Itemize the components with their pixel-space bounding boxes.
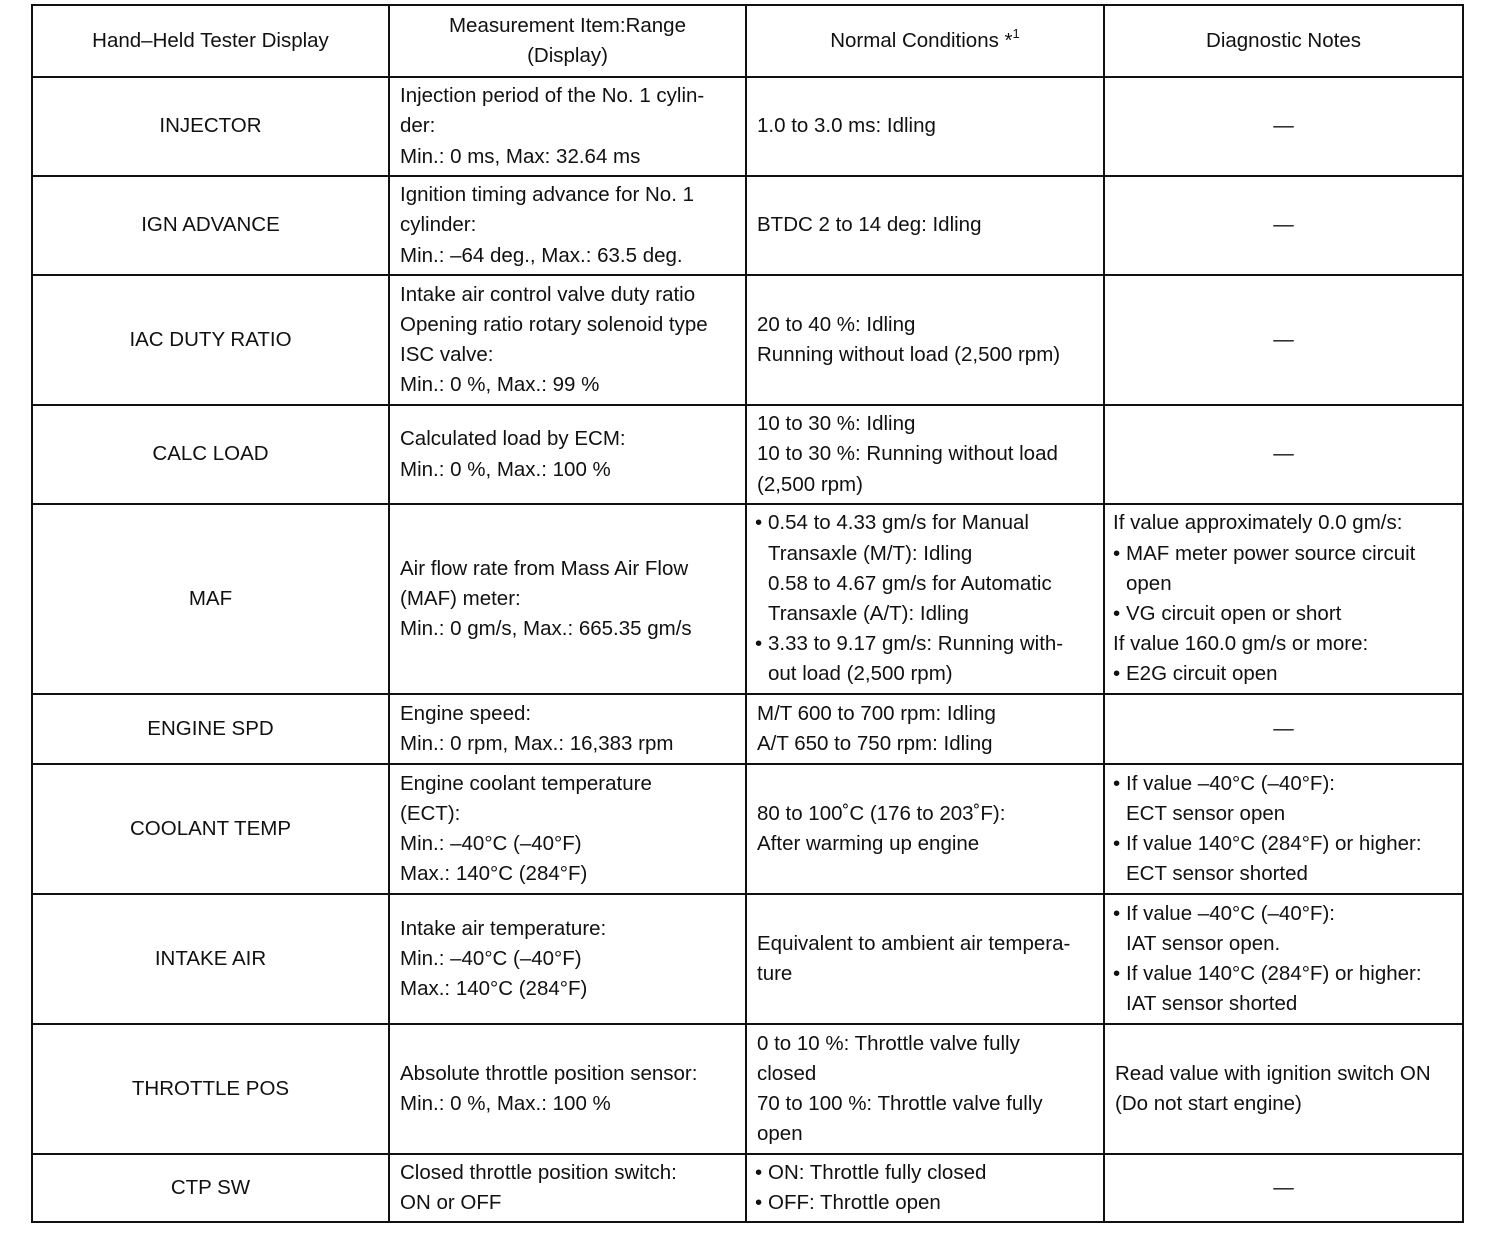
bullet-text: If value 140°C (284°F) or higher: — [1126, 832, 1422, 855]
text-line: closed — [757, 1061, 817, 1085]
data-list-table — [31, 4, 1464, 1223]
text-line: Max.: 140°C (284°F) — [400, 977, 588, 1001]
text-line: ON or OFF — [400, 1191, 502, 1214]
bullet-text: E2G circuit open — [1126, 662, 1278, 686]
bullet-item — [755, 508, 1095, 538]
text-line: 70 to 100 %: Throttle valve fully — [757, 1092, 1043, 1115]
bullet-item — [1113, 959, 1454, 989]
table-row-throttle-pos — [32, 1024, 1463, 1154]
bullet-text: 0.54 to 4.33 gm/s for Manual — [768, 511, 1029, 535]
header-measurement — [389, 5, 746, 77]
bullet-text: OFF: Throttle open — [768, 1191, 941, 1214]
bullet-item — [1113, 899, 1454, 929]
spec-table-page — [31, 4, 1462, 1223]
text-line: If value approximately 0.0 gm/s: — [1113, 511, 1403, 535]
header-measurement-line1: Measurement Item:Range — [448, 13, 686, 37]
text-line: cylinder: — [400, 213, 477, 237]
row-display: COOLANT TEMP — [32, 764, 389, 894]
header-notes: Diagnostic Notes — [1104, 5, 1463, 77]
text-line: Min.: 0 %, Max.: 100 % — [400, 457, 611, 481]
text-line: (ECT): — [400, 801, 461, 825]
text-line: Ignition timing advance for No. 1 — [400, 183, 694, 207]
text-line: Min.: 0 ms, Max: 32.64 ms — [400, 144, 641, 168]
bullet-icon: • — [755, 1191, 763, 1214]
row-display: INTAKE AIR — [32, 894, 389, 1024]
row-notes — [1104, 764, 1463, 894]
text-line: Read value with ignition switch ON — [1115, 1061, 1431, 1085]
bullet-text-cont: Transaxle (A/T): Idling — [768, 602, 969, 625]
bullet-icon: • — [1113, 962, 1121, 985]
row-normal — [746, 894, 1104, 1024]
row-display: INJECTOR — [32, 77, 389, 176]
bullet-text-cont: IAT sensor shorted — [1126, 992, 1298, 1016]
text-line: Min.: 0 gm/s, Max.: 665.35 gm/s — [400, 617, 692, 641]
text-line: Injection period of the No. 1 cylin- — [400, 84, 705, 108]
bullet-text: MAF meter power source circuit — [1126, 541, 1416, 565]
text-line: Max.: 140°C (284°F) — [400, 862, 588, 886]
row-measurement — [389, 1154, 746, 1222]
table-row-ign-advance — [32, 176, 1463, 275]
text-line: (2,500 rpm) — [757, 472, 863, 496]
row-notes — [1104, 504, 1463, 694]
bullet-text-cont: open — [1126, 571, 1172, 595]
bullet-icon: • — [1113, 771, 1121, 795]
row-normal — [746, 504, 1104, 694]
text-line: If value 160.0 gm/s or more: — [1113, 632, 1369, 656]
row-normal — [746, 77, 1104, 176]
text-line: Engine speed: — [400, 701, 532, 725]
row-notes: — — [1104, 1154, 1463, 1222]
row-measurement — [389, 176, 746, 275]
bullet-text: 3.33 to 9.17 gm/s: Running with- — [768, 632, 1064, 656]
bullet-item — [755, 629, 1095, 659]
text-line: Running without load (2,500 rpm) — [757, 343, 1061, 366]
row-normal — [746, 764, 1104, 894]
bullet-text: ON: Throttle fully closed — [768, 1160, 987, 1184]
bullet-item — [1113, 539, 1454, 569]
bullet-icon: • — [755, 1160, 763, 1184]
row-measurement — [389, 1024, 746, 1154]
text-line: Min.: –64 deg., Max.: 63.5 deg. — [400, 243, 683, 267]
text-line: 1.0 to 3.0 ms: Idling — [757, 114, 936, 138]
text-line: Engine coolant temperature — [400, 771, 652, 795]
row-display: IAC DUTY RATIO — [32, 275, 389, 405]
bullet-icon: • — [1113, 901, 1121, 925]
text-line: Absolute throttle position sensor: — [400, 1061, 698, 1085]
text-line: 10 to 30 %: Idling — [757, 412, 916, 436]
row-display: CTP SW — [32, 1154, 389, 1222]
bullet-item — [1113, 829, 1454, 859]
row-notes: — — [1104, 275, 1463, 405]
bullet-icon: • — [1113, 662, 1121, 686]
table-row-ctp-sw — [32, 1154, 1463, 1222]
table-header-row — [32, 5, 1463, 77]
text-line: (Do not start engine) — [1115, 1092, 1302, 1115]
bullet-icon: • — [1113, 602, 1121, 625]
row-normal — [746, 405, 1104, 504]
bullet-text-cont: IAT sensor open. — [1126, 931, 1281, 955]
table-row-intake-air — [32, 894, 1463, 1024]
bullet-icon: • — [755, 632, 763, 656]
text-line: open — [757, 1122, 803, 1146]
text-line: Closed throttle position switch: — [400, 1160, 677, 1184]
header-normal-footnote: 1 — [1012, 25, 1020, 41]
row-notes: — — [1104, 405, 1463, 504]
text-line: Equivalent to ambient air tempera- — [757, 931, 1071, 955]
bullet-item — [755, 1188, 1095, 1218]
text-line: Air flow rate from Mass Air Flow — [400, 556, 689, 580]
bullet-item — [1113, 659, 1454, 689]
bullet-text-cont: Transaxle (M/T): Idling — [768, 541, 973, 565]
table-row-coolant-temp — [32, 764, 1463, 894]
bullet-text-cont: 0.58 to 4.67 gm/s for Automatic — [768, 571, 1052, 595]
row-notes: — — [1104, 694, 1463, 764]
text-line: M/T 600 to 700 rpm: Idling — [757, 701, 996, 725]
text-line: Min.: –40°C (–40°F) — [400, 832, 582, 855]
row-notes: — — [1104, 77, 1463, 176]
table-row-engine-spd — [32, 694, 1463, 764]
table-row-iac-duty-ratio — [32, 275, 1463, 405]
text-line: ISC valve: — [400, 343, 494, 366]
text-line: Min.: 0 %, Max.: 100 % — [400, 1092, 611, 1115]
row-display: IGN ADVANCE — [32, 176, 389, 275]
text-line: Min.: 0 rpm, Max.: 16,383 rpm — [400, 732, 674, 755]
text-line: Calculated load by ECM: — [400, 427, 626, 451]
row-display: THROTTLE POS — [32, 1024, 389, 1154]
row-normal — [746, 176, 1104, 275]
row-display: CALC LOAD — [32, 405, 389, 504]
bullet-text-cont: out load (2,500 rpm) — [768, 662, 953, 686]
text-line: A/T 650 to 750 rpm: Idling — [757, 732, 993, 755]
text-line: Min.: 0 %, Max.: 99 % — [400, 373, 600, 397]
table-row-injector — [32, 77, 1463, 176]
row-measurement — [389, 77, 746, 176]
bullet-text: VG circuit open or short — [1126, 602, 1342, 625]
header-display: Hand–Held Tester Display — [32, 5, 389, 77]
row-measurement — [389, 764, 746, 894]
text-line: Intake air temperature: — [400, 916, 607, 940]
text-line: 20 to 40 %: Idling — [757, 312, 916, 336]
text-line: 80 to 100˚C (176 to 203˚F): — [757, 801, 1006, 825]
row-notes: — — [1104, 176, 1463, 275]
row-measurement — [389, 504, 746, 694]
text-line: Min.: –40°C (–40°F) — [400, 946, 582, 970]
header-measurement-line2: (Display) — [527, 44, 608, 67]
row-measurement — [389, 694, 746, 764]
table-row-maf — [32, 504, 1463, 694]
text-line: BTDC 2 to 14 deg: Idling — [757, 213, 982, 237]
text-line: Intake air control valve duty ratio — [400, 282, 696, 306]
row-normal — [746, 275, 1104, 405]
table-row-calc-load — [32, 405, 1463, 504]
text-line: 0 to 10 %: Throttle valve fully — [757, 1031, 1020, 1055]
bullet-text: If value –40°C (–40°F): — [1126, 771, 1335, 795]
text-line: ture — [757, 962, 793, 985]
bullet-icon: • — [755, 511, 763, 535]
row-notes — [1104, 1024, 1463, 1154]
bullet-icon: • — [1113, 832, 1121, 855]
row-notes — [1104, 894, 1463, 1024]
bullet-item — [755, 1158, 1095, 1188]
row-normal — [746, 1154, 1104, 1222]
text-line: (MAF) meter: — [400, 586, 521, 610]
row-normal — [746, 694, 1104, 764]
bullet-item — [1113, 599, 1454, 629]
bullet-text: If value –40°C (–40°F): — [1126, 901, 1335, 925]
row-measurement — [389, 275, 746, 405]
bullet-text-cont: ECT sensor open — [1126, 801, 1286, 825]
bullet-text-cont: ECT sensor shorted — [1126, 862, 1308, 886]
header-normal-text: Normal Conditions * — [830, 28, 1013, 52]
bullet-item — [1113, 769, 1454, 799]
text-line: After warming up engine — [757, 832, 980, 855]
bullet-text: If value 140°C (284°F) or higher: — [1126, 962, 1422, 985]
row-measurement — [389, 405, 746, 504]
text-line: Opening ratio rotary solenoid type — [400, 312, 708, 336]
bullet-icon: • — [1113, 541, 1121, 565]
row-measurement — [389, 894, 746, 1024]
text-line: 10 to 30 %: Running without load — [757, 442, 1058, 466]
row-display: MAF — [32, 504, 389, 694]
row-display: ENGINE SPD — [32, 694, 389, 764]
row-normal — [746, 1024, 1104, 1154]
text-line: der: — [400, 114, 436, 138]
header-normal — [746, 5, 1104, 77]
